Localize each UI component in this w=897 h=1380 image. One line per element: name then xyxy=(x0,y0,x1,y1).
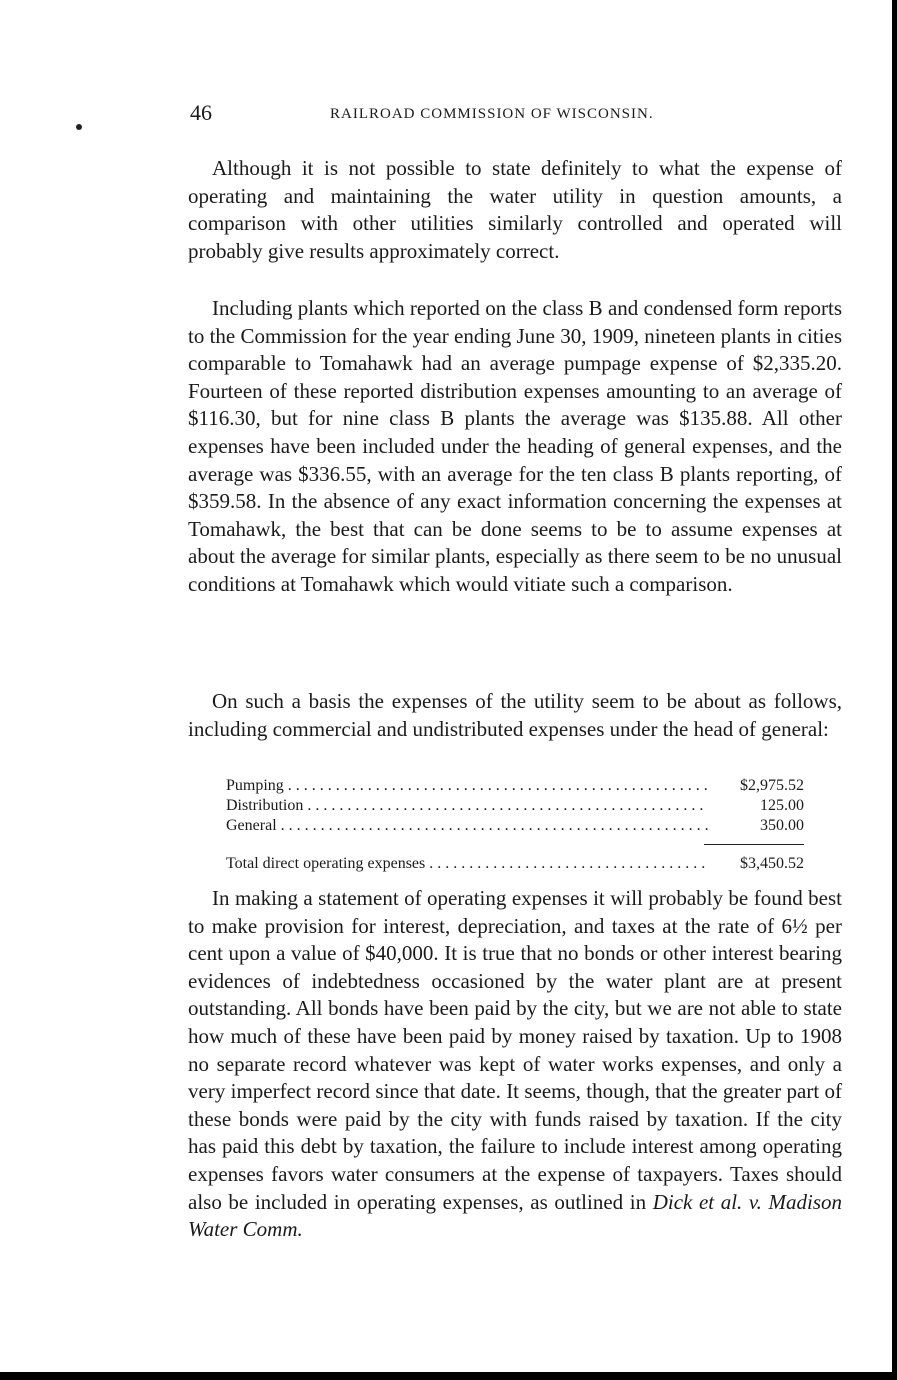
expense-amount: 350.00 xyxy=(760,817,804,834)
paragraph-text: Although it is not possible to state definitely to what the expense of operating and maintaining the water utility in question amounts, a comparison with other utilities similarly controlled and operated will probably give results approximately correct. xyxy=(188,156,842,263)
total-label: Total direct operating expenses xyxy=(226,855,426,872)
expense-total-row xyxy=(226,854,804,874)
scan-edge-right xyxy=(892,0,897,1380)
total-amount: $3,450.52 xyxy=(740,855,804,872)
leader-dots xyxy=(281,816,708,836)
paragraph-1 xyxy=(188,155,842,265)
expense-label: Distribution xyxy=(226,797,304,814)
paragraph-text: Including plants which reported on the class B and condensed form reports to the Commission for the year ending June 30, 1909, nineteen plants in cities comparable to Tomahawk had an average pumpage expense of $2,335.20. Fourteen of these reported distribution expenses amounting to an average of $116.30, but for nine class B plants the average was $135.88. All other expenses have been included under the heading of general expenses, and the average was $336.55, with an average for the ten class B plants reporting, of $359.58. In the absence of any exact information concerning the expenses at Tomahawk, the best that can be done seems to be to assume expenses at about the average for similar plants, especially as there seem to be no unusual conditions at Tomahawk which would vitiate such a comparison. xyxy=(188,296,842,596)
expense-row-pumping xyxy=(226,776,804,796)
leader-dots xyxy=(429,854,708,874)
page-number: 46 xyxy=(190,100,212,125)
expense-row-general xyxy=(226,816,804,836)
running-head: RAILROAD COMMISSION OF WISCONSIN. xyxy=(330,106,654,122)
paragraph-3 xyxy=(188,688,842,743)
paragraph-4 xyxy=(188,885,842,1244)
scan-edge-bottom xyxy=(0,1372,897,1380)
expense-row-distribution xyxy=(226,796,804,816)
leader-dots xyxy=(288,776,708,796)
expense-amount: 125.00 xyxy=(760,797,804,814)
total-rule xyxy=(704,844,804,845)
paragraph-2 xyxy=(188,295,842,599)
scan-speck xyxy=(76,124,82,130)
expense-table xyxy=(226,776,804,872)
page-header xyxy=(190,100,840,130)
expense-label: Pumping xyxy=(226,777,284,794)
paragraph-text: On such a basis the expenses of the utility seem to be about as follows, including commercial and undistributed expenses under the head of general: xyxy=(188,689,842,741)
paragraph-text xyxy=(188,885,842,1244)
expense-label: General xyxy=(226,817,277,834)
expense-amount: $2,975.52 xyxy=(740,777,804,794)
paragraph-body: In making a statement of operating expenses it will probably be found best to make provision for interest, depreciation, and taxes at the rate of 6½ per cent upon a value of $40,000. It is true that no bonds or other interest bearing evidences of indebtedness occasioned by the water plant are at present outstanding. All bonds have been paid by the city, but we are not able to state how much of these have been paid by money raised by taxation. Up to 1908 no separate record whatever was kept of water works expenses, and only a very imperfect record since that date. It seems, though, that the greater part of these bonds were paid by the city with funds raised by taxation. If the city has paid this debt by taxation, the failure to include interest among operating expenses favors water consumers at the expense of taxpayers. Taxes should also be included in operating expenses, as outlined in xyxy=(188,886,842,1214)
leader-dots xyxy=(307,796,708,816)
case-citation: Dick et al. v. Madison Water Comm. xyxy=(188,1189,843,1242)
